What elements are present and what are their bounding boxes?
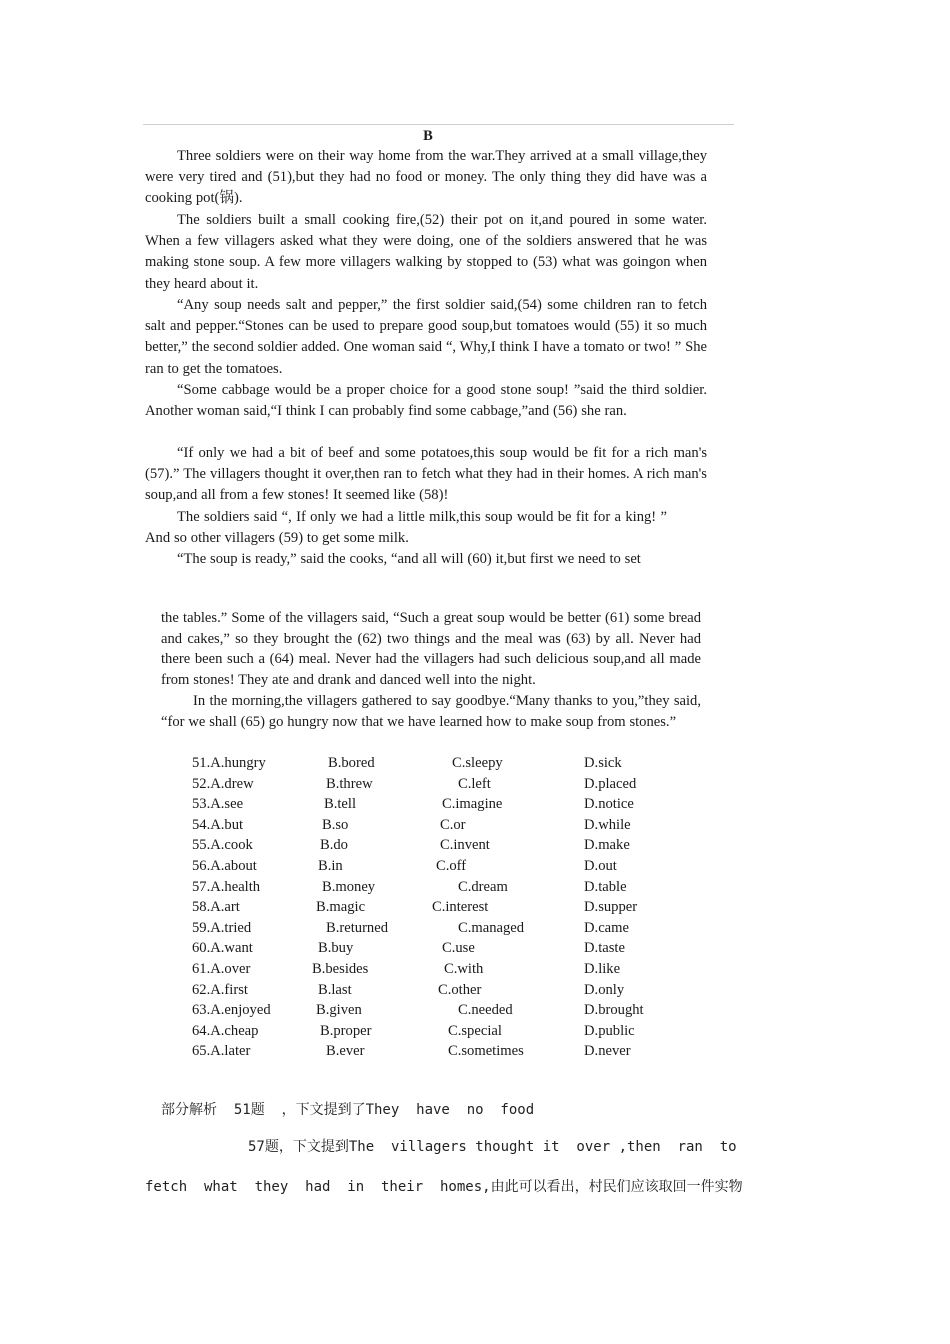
analysis-line-2: 57题，下文提到The villagers thought it over ,then ran to (248, 1139, 737, 1155)
option-b: B.bored (328, 755, 375, 771)
option-c: C.left (458, 775, 491, 792)
option-row (192, 877, 712, 898)
option-a: 65.A.later (192, 1043, 251, 1060)
option-a: 64.A.cheap (192, 1022, 259, 1039)
option-a: 53.A.see (192, 796, 244, 813)
passage-paragraph-5: “If only we had a bit of beef and some potatoes,this soup would be fit for a rich man's (57).” The villagers thought it over,then ran to fetch what they had in their homes. A rich man's soup,and all from a few stones! It seemed like (58)! (145, 445, 707, 504)
option-d: D.notice (584, 796, 634, 813)
option-row (192, 753, 712, 774)
option-c: C.dream (458, 878, 508, 895)
option-b: B.given (316, 1002, 362, 1019)
option-c: C.with (444, 960, 484, 977)
option-a: 56.A.about (192, 857, 257, 874)
option-b: B.buy (318, 940, 354, 957)
option-b: B.last (318, 981, 352, 998)
option-d: D.taste (584, 940, 625, 957)
option-d: D.while (584, 816, 631, 833)
option-c: C.off (436, 857, 467, 874)
option-row (192, 1041, 712, 1062)
option-d: D.out (584, 857, 617, 874)
passage-paragraph-4: “Some cabbage would be a proper choice for a good stone soup! ”said the third soldier. Another woman said,“I think I can probably find some cabbage,”and (56) she ran. (145, 382, 707, 420)
option-a: 51.A.hungry (192, 755, 266, 771)
option-row (192, 835, 712, 856)
option-row (192, 980, 712, 1001)
option-a: 52.A.drew (192, 775, 254, 792)
option-row (192, 774, 712, 795)
option-b: B.money (322, 878, 376, 895)
option-b: B.so (322, 816, 349, 833)
option-d: D.never (584, 1043, 631, 1060)
option-c: C.use (442, 940, 475, 957)
option-a: 59.A.tried (192, 919, 252, 936)
passage-paragraph-7: “The soup is ready,” said the cooks, “and all will (60) it,but first we need to set (177, 551, 641, 567)
option-c: C.managed (458, 919, 525, 936)
passage-paragraph-8: the tables.” Some of the villagers said, “Such a great soup would be better (61) some bread and cakes,” so they brought the (62) two things and the meal was (63) by all. Never had there been such a (64) meal. Never had the villagers had such delicious soup,and all made from stones! They ate and drank and danced well into the night. (161, 610, 701, 688)
passage-paragraph-1: Three soldiers were on their way home from the war.They arrived at a small village,they were very tired and (51),but they had no food or money. The only thing they did have was a cooking pot(锅). (145, 148, 707, 207)
option-d: D.table (584, 878, 627, 895)
option-row (192, 1021, 712, 1042)
option-c: C.or (440, 816, 466, 833)
option-d: D.brought (584, 1002, 644, 1019)
option-b: B.threw (326, 775, 373, 792)
option-c: C.interest (432, 899, 489, 916)
option-row (192, 959, 712, 980)
top-divider (143, 124, 734, 125)
option-a: 62.A.first (192, 981, 248, 998)
option-d: D.supper (584, 899, 638, 916)
option-d: D.sick (584, 755, 622, 771)
option-row (192, 938, 712, 959)
option-a: 54.A.but (192, 816, 244, 833)
option-c: C.special (448, 1022, 502, 1039)
option-c: C.sleepy (452, 755, 503, 771)
passage-paragraph-2: The soldiers built a small cooking fire,(52) their pot on it,and poured in some water. When a few villagers asked what they were doing, one of the soldiers answered that he was making stone soup. A few more villagers walking by stopped to (53) what was goingon when they heard about it. (145, 212, 707, 292)
option-b: B.proper (320, 1022, 372, 1039)
option-row (192, 856, 712, 877)
option-c: C.imagine (442, 796, 503, 813)
passage-paragraph-6: The soldiers said “, If only we had a little milk,this soup would be fit for a king! ” And so other villagers (59) to get some milk. (145, 509, 667, 547)
option-a: 60.A.want (192, 940, 253, 957)
analysis-line-3: fetch what they had in their homes,由此可以看出，村民们应该取回一件实物 (145, 1179, 743, 1195)
option-a: 58.A.art (192, 899, 240, 916)
option-b: B.in (318, 857, 343, 874)
option-d: D.placed (584, 775, 637, 792)
passage-paragraph-9: In the morning,the villagers gathered to say goodbye.“Many thanks to you,”they said, “for we shall (65) go hungry now that we have learned how to make soup from stones.” (161, 693, 701, 730)
option-row (192, 918, 712, 939)
option-c: C.sometimes (448, 1043, 524, 1060)
option-b: B.returned (326, 919, 389, 936)
option-b: B.do (320, 837, 348, 854)
option-b: B.tell (324, 796, 357, 813)
option-a: 61.A.over (192, 960, 251, 977)
option-d: D.only (584, 981, 625, 998)
answer-options-list (192, 753, 712, 1062)
option-a: 55.A.cook (192, 837, 253, 854)
option-row (192, 794, 712, 815)
analysis-line-1: 部分解析 51题 ，下文提到了They have no food (161, 1102, 535, 1118)
option-row (192, 1000, 712, 1021)
option-b: B.ever (326, 1043, 365, 1060)
option-d: D.like (584, 960, 621, 977)
option-d: D.came (584, 919, 629, 936)
option-d: D.public (584, 1022, 635, 1039)
option-b: B.magic (316, 899, 366, 916)
option-d: D.make (584, 837, 630, 854)
option-row (192, 897, 712, 918)
option-a: 57.A.health (192, 878, 261, 895)
passage-paragraph-3: “Any soup needs salt and pepper,” the first soldier said,(54) some children ran to fetch salt and pepper.“Stones can be used to prepare good soup,but tomatoes would (55) it so much better,” the second soldier added. One woman said “, Why,I think I have a tomato or two! ” She ran to get the tomatoes. (145, 297, 707, 377)
section-title: B (423, 128, 433, 144)
option-a: 63.A.enjoyed (192, 1002, 271, 1019)
option-b: B.besides (312, 960, 369, 977)
option-c: C.other (438, 981, 482, 998)
option-row (192, 815, 712, 836)
option-c: C.invent (440, 837, 490, 854)
option-c: C.needed (458, 1002, 513, 1019)
